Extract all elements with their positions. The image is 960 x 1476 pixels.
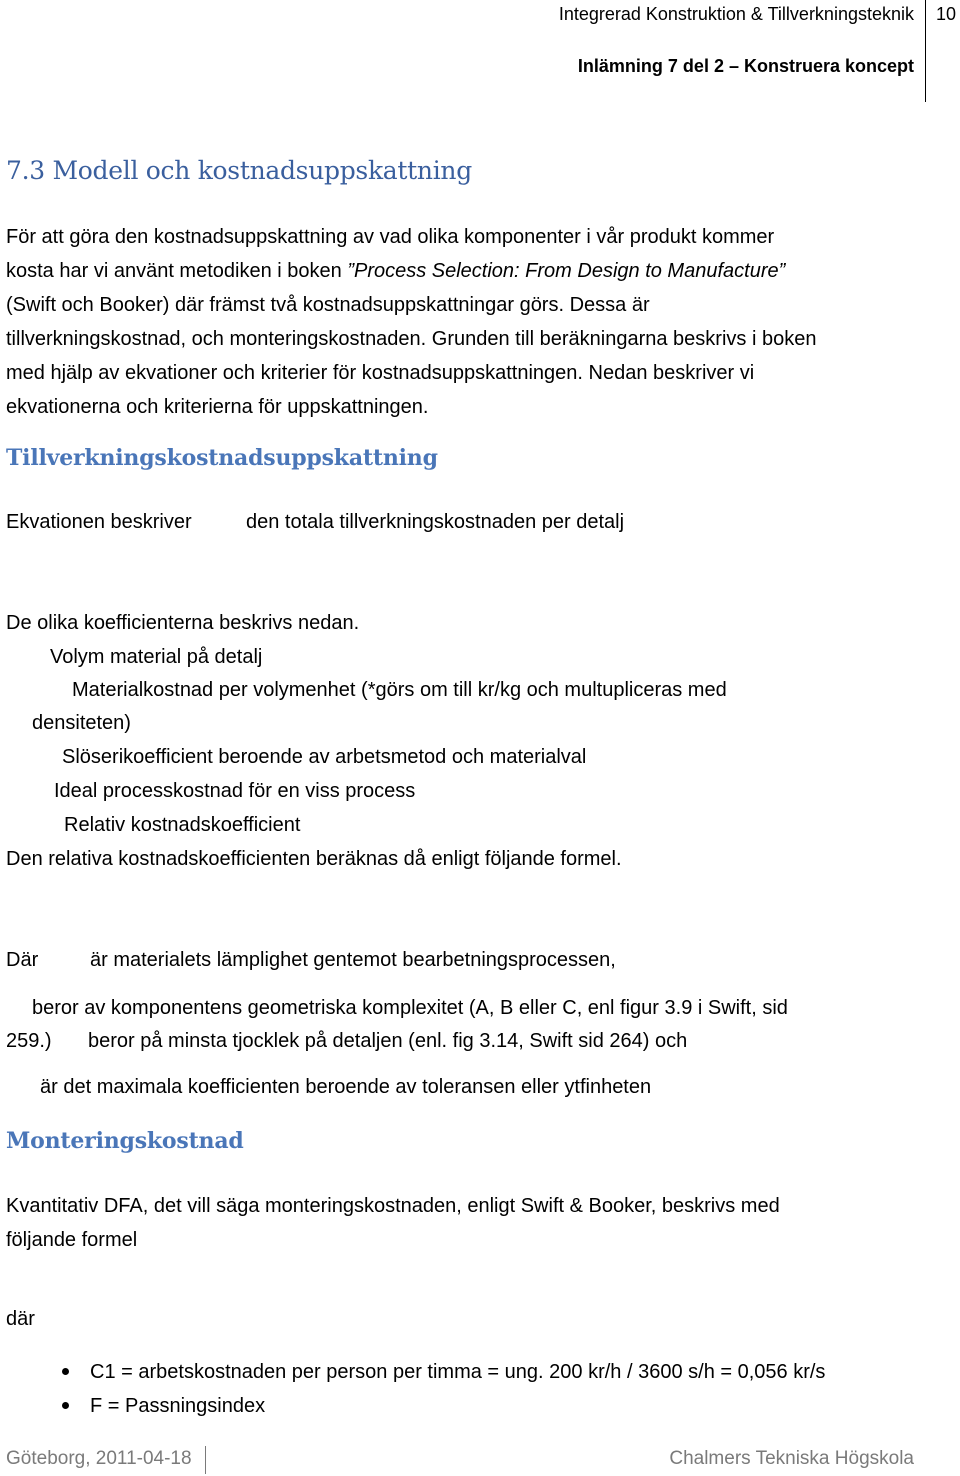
bullet-dot [62, 1402, 69, 1409]
coefficient-material: Materialkostnad per volymenhet (*görs om till kr/kg och multupliceras med [72, 679, 727, 701]
book-title: ”Process Selection: From Design to Manufacture” [347, 260, 786, 282]
intro-text: kosta har vi använt metodiken i boken [6, 260, 348, 282]
where-label: Där [6, 949, 39, 971]
coefficient-ideal: Ideal processkostnad för en viss process [54, 780, 416, 802]
header-divider [925, 0, 926, 102]
bullet-item: F = Passningsindex [90, 1395, 266, 1417]
equation-label: Ekvationen beskriver [6, 511, 192, 533]
equation-description: den totala tillverkningskostnaden per detalj [246, 511, 625, 533]
where-thickness: beror på minsta tjocklek på detaljen (enl. fig 3.14, Swift sid 264) och [88, 1030, 688, 1052]
header-assignment-title: Inlämning 7 del 2 – Konstruera koncept [577, 56, 914, 76]
assembly-description-cont: följande formel [6, 1229, 138, 1251]
where-geometry-page: 259.) [6, 1030, 52, 1052]
assembly-heading: Monteringskostnad [6, 1128, 244, 1154]
intro-line [6, 254, 926, 288]
intro-line: (Swift och Booker) där främst två kostnadsuppskattningar görs. Dessa är [6, 294, 650, 316]
intro-line: För att göra den kostnadsuppskattning av vad olika komponenter i vår produkt kommer [6, 226, 775, 248]
assembly-where-label: där [6, 1308, 35, 1330]
bullet-dot [62, 1368, 69, 1375]
where-material: är materialets lämplighet gentemot bearbetningsprocessen, [90, 949, 616, 971]
assembly-description: Kvantitativ DFA, det vill säga monteringskostnaden, enligt Swift & Booker, beskrivs med [6, 1195, 780, 1217]
coefficient-relative: Relativ kostnadskoefficient [64, 814, 301, 836]
coefficients-intro: De olika koefficienterna beskrivs nedan. [6, 612, 360, 634]
intro-line: med hjälp av ekvationer och kriterier för kostnadsuppskattningen. Nedan beskriver vi [6, 362, 755, 384]
footer-institution: Chalmers Tekniska Högskola [669, 1448, 914, 1469]
bullet-item: C1 = arbetskostnaden per person per timma = ung. 200 kr/h / 3600 s/h = 0,056 kr/s [90, 1361, 826, 1383]
footer-date: Göteborg, 2011-04-18 [6, 1448, 192, 1469]
section-title: 7.3 Modell och kostnadsuppskattning [6, 156, 472, 185]
coefficient-volume: Volym material på detalj [50, 646, 263, 668]
page-number: 10 [936, 4, 957, 24]
intro-line: ekvationerna och kriterierna för uppskattningen. [6, 396, 429, 418]
intro-paragraph [6, 220, 926, 424]
header-course-title: Integrerad Konstruktion & Tillverkningsteknik [558, 4, 914, 24]
manufacturing-heading: Tillverkningskostnadsuppskattning [6, 445, 438, 471]
formula-intro: Den relativa kostnadskoefficienten beräknas då enligt följande formel. [6, 848, 622, 870]
where-tolerance: är det maximala koefficienten beroende av toleransen eller ytfinheten [40, 1076, 652, 1098]
coefficient-waste: Slöserikoefficient beroende av arbetsmetod och materialval [62, 746, 587, 768]
coefficient-material-cont: densiteten) [32, 712, 131, 734]
where-geometry: beror av komponentens geometriska komplexitet (A, B eller C, enl figur 3.9 i Swift, sid [32, 997, 788, 1019]
intro-line: tillverkningskostnad, och monteringskostnaden. Grunden till beräkningarna beskrivs i boken [6, 328, 817, 350]
footer-divider [205, 1446, 206, 1474]
